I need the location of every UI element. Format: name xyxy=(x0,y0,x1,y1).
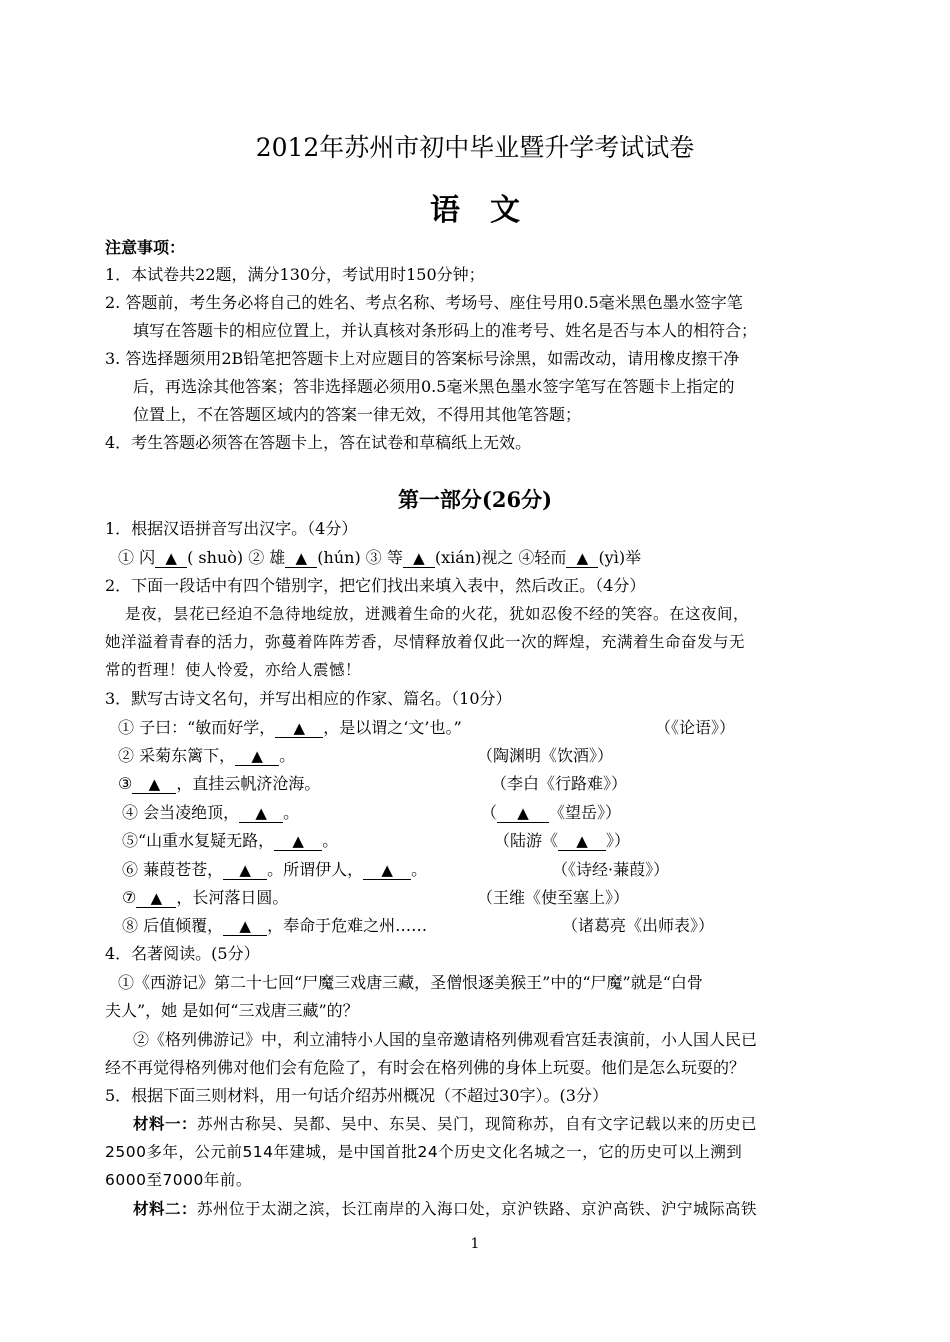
q3-r5-src-post: 》） xyxy=(606,831,631,850)
q3-r3-post: ，直挂云帆济沧海。 xyxy=(176,774,321,793)
q4-stem: 4．名著阅读。(5分） xyxy=(105,944,260,963)
q5-material-1b: 2500多年，公元前514年建城，是中国首批24个历史文化名城之一，它的历史可以上溯到 xyxy=(105,1143,743,1161)
notice-item-2b: 填写在答题卡的相应位置上，并认真核对条形码上的准考号、姓名是否与本人的相符合； xyxy=(133,321,758,340)
q3-row-4 xyxy=(122,800,299,823)
q1-a-post: ( shuò) ② 雄 xyxy=(187,548,286,567)
q3-r2-pre: ② 采菊东篱下， xyxy=(118,746,236,765)
q3-r4-post: 。 xyxy=(283,803,300,822)
q3-r7-post: ，长河落日圆。 xyxy=(176,888,289,907)
q3-row-5 xyxy=(122,828,338,851)
answer-blank: ▲ xyxy=(136,889,176,908)
answer-blank: ▲ xyxy=(558,832,606,851)
q3-r5-source xyxy=(494,828,630,851)
q3-row-3 xyxy=(118,771,320,794)
q3-row-1 xyxy=(118,715,462,738)
q5-material-1c: 6000至7000年前。 xyxy=(105,1171,252,1189)
q3-r5-pre: ⑤“山重水复疑无路， xyxy=(122,831,275,850)
part-one-title: 第一部分(26分) xyxy=(397,487,553,512)
q3-stem: 3．默写古诗文名句，并写出相应的作家、篇名。（10分） xyxy=(105,689,512,708)
material-1-text: 苏州古称吴、吴都、吴中、东吴、吴门，现简称苏，自有文字记载以来的历史已 xyxy=(197,1115,758,1133)
q3-r6-source: （《诗经·蒹葭》） xyxy=(552,860,670,879)
material-1-label: 材料一： xyxy=(133,1115,198,1133)
q3-r3-pre: ③ xyxy=(118,774,133,793)
q1-c-post: (xián)视之 ④轻而 xyxy=(434,548,567,567)
q2-stem: 2．下面一段话中有四个错别字，把它们找出来填入表中，然后改正。（4分） xyxy=(105,576,646,595)
answer-blank: ▲ xyxy=(275,719,323,738)
q3-r1-post: ，是以谓之‘文’也。” xyxy=(323,718,462,737)
notice-item-3c: 位置上，不在答题区域内的答案一律无效，不得用其他笔答题； xyxy=(133,405,582,424)
answer-blank: ▲ xyxy=(566,549,598,568)
q3-r7-pre: ⑦ xyxy=(122,888,137,907)
material-2-label: 材料二： xyxy=(133,1200,198,1218)
q3-r2-post: 。 xyxy=(279,746,296,765)
answer-blank: ▲ xyxy=(363,861,411,880)
q4-a2: 夫人”，她 是如何“三戏唐三藏”的？ xyxy=(105,1001,359,1020)
q3-r5-src-pre: （陆游《 xyxy=(494,831,559,850)
answer-blank: ▲ xyxy=(223,861,267,880)
q3-r2-source: （陶渊明《饮酒》） xyxy=(477,746,614,765)
q2-passage-1: 是夜，昙花已经迫不急待地绽放，迸溅着生命的火花，犹如忍俊不经的笑容。在这夜间， xyxy=(125,605,750,623)
answer-blank: ▲ xyxy=(239,804,283,823)
q3-r8-source: （诸葛亮《出师表》） xyxy=(562,916,715,935)
q3-row-7 xyxy=(122,885,288,908)
q3-row-6 xyxy=(122,857,427,880)
q1-stem: 1．根据汉语拼音写出汉字。（4分） xyxy=(105,519,358,538)
exam-title: 2012年苏州市初中毕业暨升学考试试卷 xyxy=(255,133,695,162)
q3-r3-source: （李白《行路难》） xyxy=(491,774,628,793)
q4-b1: ②《格列佛游记》中，利立浦特小人国的皇帝邀请格列佛观看宫廷表演前，小人国人民已 xyxy=(133,1030,758,1049)
q3-r8-pre: ⑧ 后值倾覆， xyxy=(122,916,224,935)
q3-row-2 xyxy=(118,743,295,766)
q3-r6-pre: ⑥ 蒹葭苍苍， xyxy=(122,860,224,879)
q2-passage-3: 常的哲理！使人怜爱，亦给人震憾！ xyxy=(105,661,362,679)
notice-heading: 注意事项： xyxy=(105,238,186,257)
q4-b2: 经不再觉得格列佛对他们会有危险了，有时会在格列佛的身体上玩耍。他们是怎么玩耍的？ xyxy=(105,1058,746,1077)
q3-r4-pre: ④ 会当凌绝顶， xyxy=(122,803,240,822)
answer-blank: ▲ xyxy=(223,917,267,936)
material-2-text: 苏州位于太湖之滨，长江南岸的入海口处，京沪铁路、京沪高铁、沪宁城际高铁 xyxy=(197,1200,758,1218)
q1-b-post: (hún) ③ 等 xyxy=(317,548,403,567)
q1-a-pre: ① 闪 xyxy=(118,548,156,567)
notice-item-4: 4．考生答题必须答在答题卡上，答在试卷和草稿纸上无效。 xyxy=(105,433,532,452)
page-number: 1 xyxy=(470,1236,480,1252)
q4-a1: ①《西游记》第二十七回“尸魔三戏唐三藏，圣僧恨逐美猴王”中的“尸魔”就是“白骨 xyxy=(118,973,703,992)
q1-d-post: (yì)举 xyxy=(598,548,642,567)
answer-blank: ▲ xyxy=(155,549,187,568)
notice-item-3b: 后，再选涂其他答案；答非选择题必须用0.5毫米黑色墨水签字笔写在答题卡上指定的 xyxy=(133,377,735,396)
notice-item-2a: 2. 答题前，考生务必将自己的姓名、考点名称、考场号、座住号用0.5毫米黑色墨水签字笔 xyxy=(105,293,743,312)
q5-material-2a xyxy=(133,1197,757,1219)
q3-r6-mid: 。所谓伊人， xyxy=(267,860,364,879)
q3-r1-source: （《论语》） xyxy=(655,718,736,737)
answer-blank: ▲ xyxy=(497,804,549,823)
q3-r4-src-pre: （ xyxy=(481,803,498,822)
notice-item-3a: 3. 答选择题须用2B铅笔把答题卡上对应题目的答案标号涂黑，如需改动，请用橡皮擦干净 xyxy=(105,349,740,368)
q3-r5-post: 。 xyxy=(322,831,339,850)
answer-blank: ▲ xyxy=(274,832,322,851)
answer-blank: ▲ xyxy=(403,549,435,568)
q3-r6-post: 。 xyxy=(411,860,428,879)
answer-blank: ▲ xyxy=(285,549,317,568)
answer-blank: ▲ xyxy=(132,775,176,794)
q2-passage-2: 她洋溢着青春的活力，弥蔓着阵阵芳香，尽情释放着仅此一次的辉煌，充满着生命奋发与无 xyxy=(105,633,746,651)
subject-title: 语文 xyxy=(430,193,550,228)
answer-blank: ▲ xyxy=(235,747,279,766)
q3-row-8 xyxy=(122,913,427,936)
q3-r8-post: ，奉命于危难之州…… xyxy=(267,916,428,935)
q1-items xyxy=(118,545,641,568)
q5-material-1a xyxy=(133,1112,757,1134)
q3-r1-pre: ① 子曰：“敏而好学， xyxy=(118,718,276,737)
q5-stem: 5．根据下面三则材料，用一句话介绍苏州概况（不超过30字）。(3分） xyxy=(105,1086,608,1105)
notice-item-1: 1．本试卷共22题，满分130分，考试用时150分钟； xyxy=(105,265,485,284)
q3-r4-source xyxy=(481,800,621,823)
q3-r4-src-post: 《望岳》） xyxy=(549,803,622,822)
q3-r7-source: （王维《使至塞上》） xyxy=(477,888,630,907)
